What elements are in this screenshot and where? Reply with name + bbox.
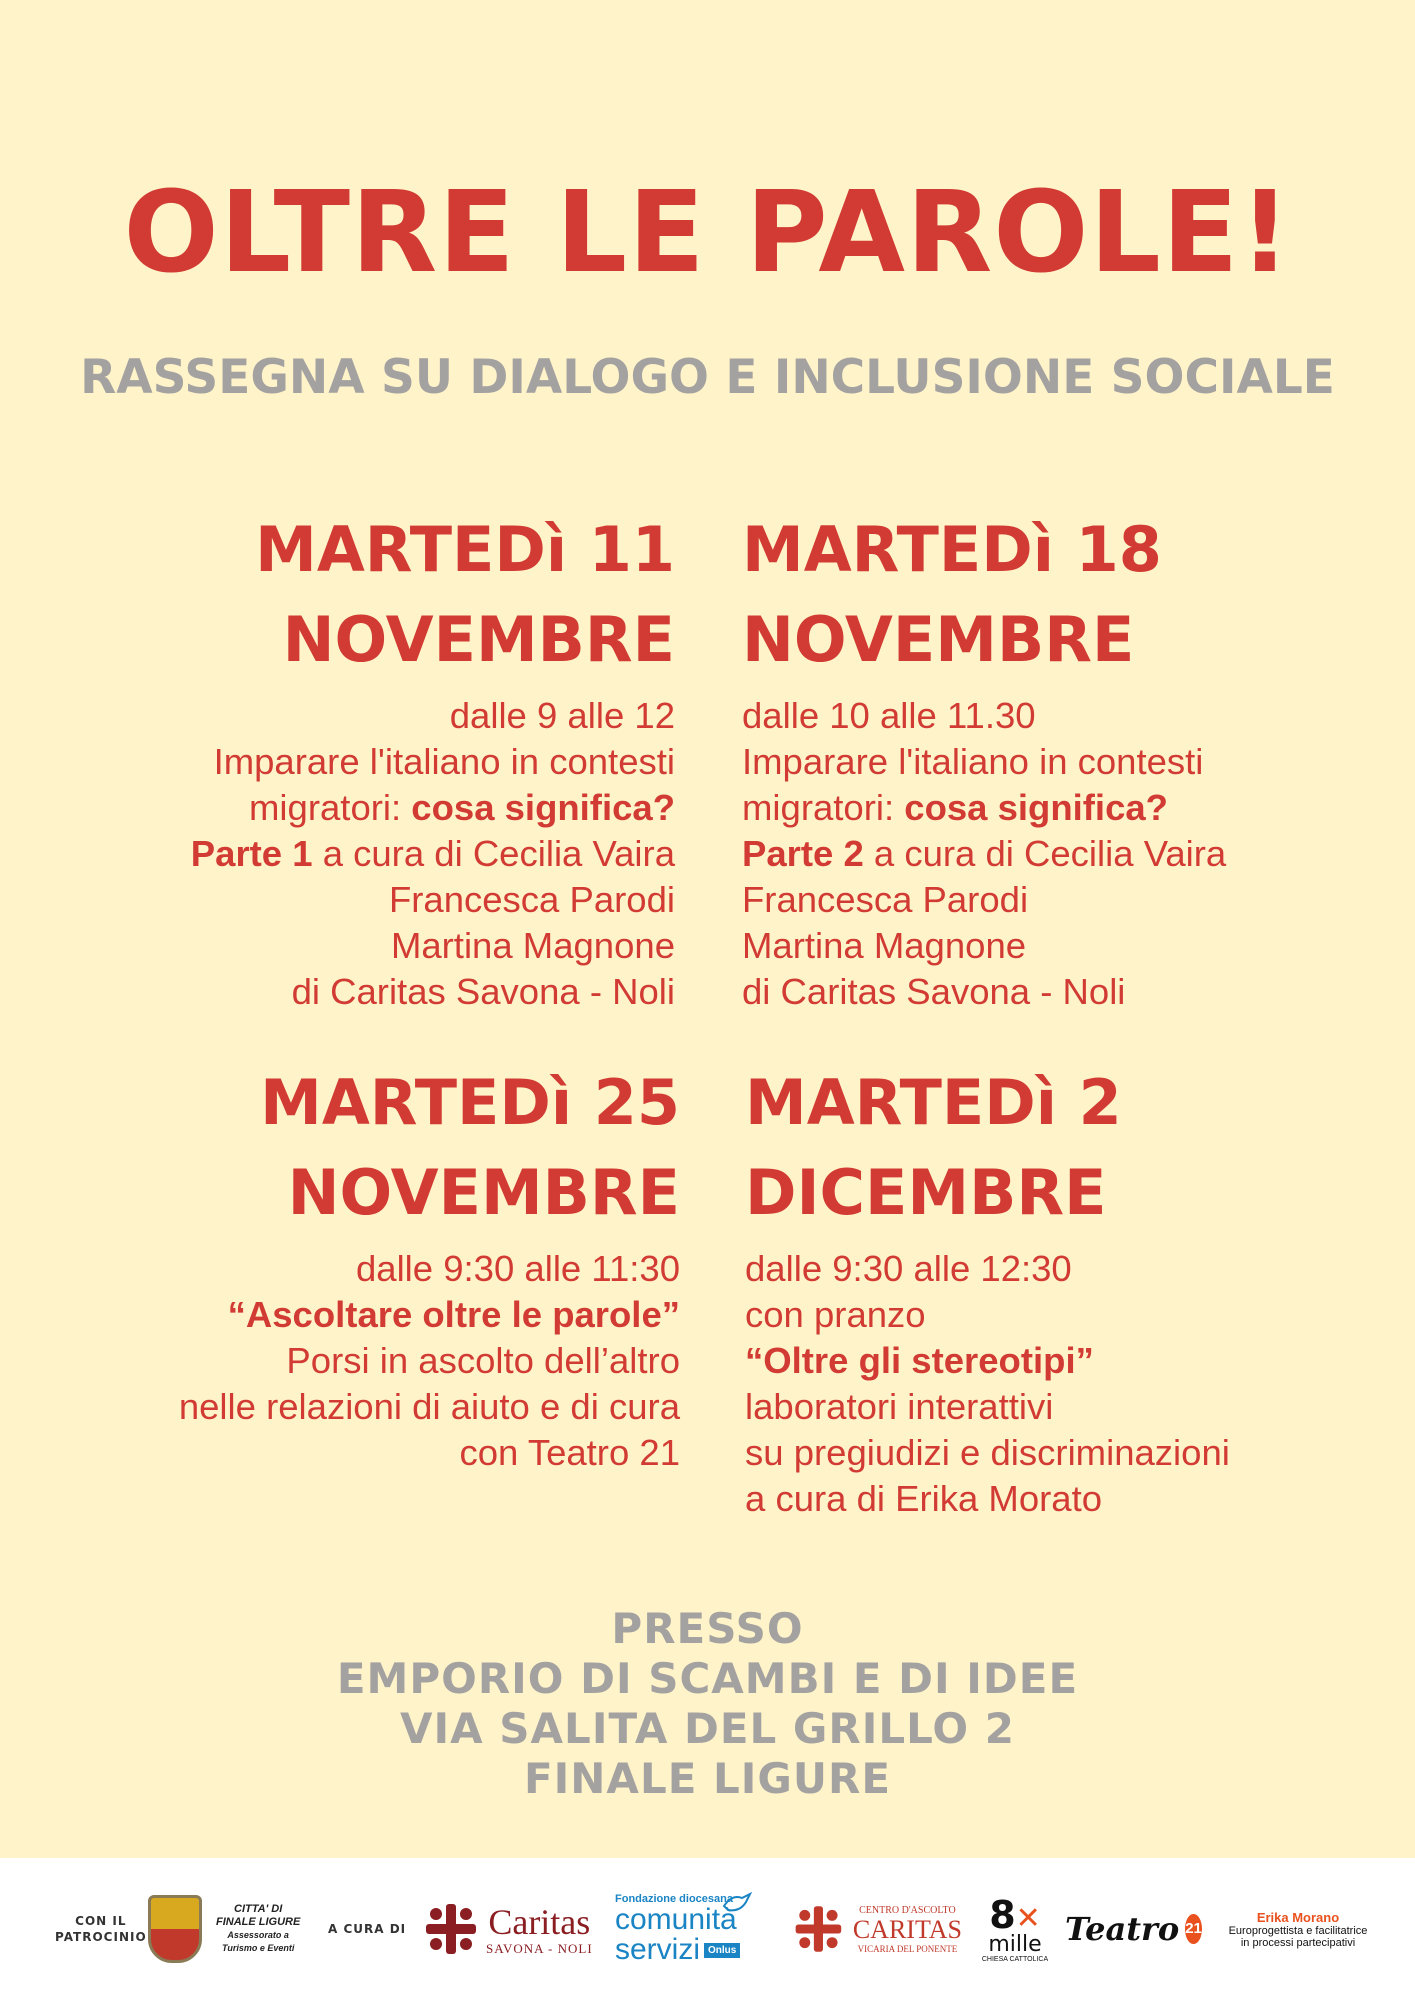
- a-cura-di-label: [328, 1858, 408, 2000]
- event-part-label: Parte 1: [190, 833, 313, 874]
- event-part: [80, 831, 675, 877]
- event-curator: a cura di Cecilia Vaira: [863, 833, 1227, 874]
- sponsor-footer: [0, 1858, 1415, 2000]
- erika-role-line1: Europrogettista e facilitatrice: [1228, 1924, 1368, 1937]
- centro-line1: CENTRO D'ASCOLTO: [859, 1904, 956, 1916]
- event-organization: di Caritas Savona - Noli: [742, 971, 1126, 1012]
- caritas-cross-icon: [422, 1900, 480, 1958]
- event-curator: a cura di Cecilia Vaira: [312, 833, 675, 874]
- event-time: dalle 10 alle 11.30: [742, 695, 1036, 736]
- event-title: [745, 1338, 1365, 1384]
- servizi-text: servizi: [615, 1933, 701, 1966]
- erika-role-line2: in processi partecipativi: [1240, 1936, 1356, 1949]
- event-date-month: DICEMBRE: [745, 1156, 1107, 1229]
- venue-address: VIA SALITA DEL GRILLO 2: [400, 1704, 1015, 1753]
- x-mark-icon: ✕: [1015, 1900, 1041, 1936]
- venue-block: [0, 1604, 1415, 1804]
- finale-logo-line3: Assessorato a: [227, 1930, 289, 1940]
- chiesa-text: CHIESA CATTOLICA: [981, 1955, 1049, 1963]
- event-date-month: NOVEMBRE: [282, 603, 675, 676]
- event-description-2: [80, 785, 675, 831]
- caritas-savona-logo: [422, 1858, 597, 2000]
- event-extra: con pranzo: [745, 1294, 926, 1335]
- event-description-2: su pregiudizi e discriminazioni: [745, 1432, 1230, 1473]
- event-card-2: [742, 505, 1362, 1015]
- caritas-logo-name: Caritas: [488, 1901, 591, 1942]
- mille-text: mille: [988, 1931, 1042, 1957]
- a-cura-di-text: A CURA DI: [328, 1922, 407, 1936]
- fondazione-text: Fondazione diocesana: [615, 1893, 733, 1905]
- erika-name-text: Erika Morano: [1256, 1909, 1340, 1925]
- event-curator-2: Francesca Parodi: [742, 879, 1029, 920]
- event-date: [60, 1058, 680, 1238]
- coat-of-arms-icon: [148, 1895, 202, 1963]
- finale-ligure-logo: [148, 1858, 318, 2000]
- event-curator-2: Francesca Parodi: [388, 879, 675, 920]
- centro-ascolto-logo: [792, 1858, 962, 2000]
- comunita-servizi-logo: [615, 1858, 780, 2000]
- event-curator-3: Martina Magnone: [742, 925, 1027, 966]
- venue-label: PRESSO: [611, 1604, 804, 1653]
- onlus-badge: Onlus: [704, 1943, 740, 1958]
- finale-logo-line4: Turismo e Eventi: [221, 1943, 295, 1953]
- patrocinio-label: [55, 1858, 147, 2000]
- event-organization: di Caritas Savona - Noli: [291, 971, 675, 1012]
- event-description-bold: cosa significa?: [904, 787, 1168, 828]
- event-description-text: migratori:: [742, 787, 905, 828]
- event-description: Imparare l'italiano in contesti: [742, 741, 1204, 782]
- event-title-text: “Oltre gli stereotipi”: [745, 1340, 1094, 1381]
- centro-line2: CARITAS: [852, 1914, 962, 1944]
- event-card-1: [80, 505, 675, 1015]
- event-description: Imparare l'italiano in contesti: [213, 741, 675, 782]
- event-curator-3: Martina Magnone: [390, 925, 675, 966]
- caritas-logo-sub: SAVONA - NOLI: [486, 1940, 593, 1956]
- centro-line3: VICARIA DEL PONENTE: [857, 1943, 958, 1954]
- erika-morano-logo: [1208, 1858, 1388, 2000]
- finale-logo-line1: CITTA' DI: [234, 1903, 283, 1915]
- caritas-cross-icon: [792, 1901, 845, 1957]
- event-description-bold: cosa significa?: [411, 787, 675, 828]
- event-description: laboratori interattivi: [745, 1386, 1054, 1427]
- event-date: [80, 505, 675, 685]
- event-date: [745, 1058, 1365, 1238]
- patrocinio-label-line2: PATROCINIO: [55, 1930, 147, 1944]
- event-date-day: MARTEDì 11: [255, 513, 675, 586]
- otto-per-mille-logo: [980, 1858, 1050, 2000]
- event-date-month: NOVEMBRE: [742, 603, 1135, 676]
- event-time: dalle 9:30 alle 11:30: [355, 1248, 680, 1289]
- event-description: Porsi in ascolto dell’altro: [286, 1340, 680, 1381]
- event-title: [60, 1292, 680, 1338]
- event-title-text: “Ascoltare oltre le parole”: [227, 1294, 680, 1335]
- event-date-day: MARTEDì 2: [745, 1066, 1122, 1139]
- teatro-number-badge: 21: [1185, 1914, 1202, 1944]
- event-card-4: [745, 1058, 1365, 1522]
- event-date-day: MARTEDì 25: [260, 1066, 680, 1139]
- event-part-label: Parte 2: [742, 833, 864, 874]
- event-date: [742, 505, 1362, 685]
- patrocinio-label-line1: CON IL: [75, 1914, 127, 1928]
- event-description-3: a cura di Erika Morato: [745, 1478, 1103, 1519]
- event-part: [742, 831, 1362, 877]
- dove-icon: [722, 1892, 752, 1916]
- event-description-2: nelle relazioni di aiuto e di cura: [178, 1386, 680, 1427]
- otto-text: 8: [989, 1892, 1016, 1937]
- poster-title: OLTRE LE PAROLE!: [123, 168, 1292, 298]
- event-date-month: NOVEMBRE: [287, 1156, 680, 1229]
- event-description-2: [742, 785, 1362, 831]
- poster-subtitle: RASSEGNA SU DIALOGO E INCLUSIONE SOCIALE: [80, 350, 1335, 405]
- event-description-text: migratori:: [249, 787, 412, 828]
- venue-name: EMPORIO DI SCAMBI E DI IDEE: [336, 1654, 1079, 1703]
- event-time: dalle 9 alle 12: [449, 695, 675, 736]
- event-date-day: MARTEDì 18: [742, 513, 1162, 586]
- teatro21-logo: [1065, 1858, 1200, 2000]
- teatro-text: Teatro: [1065, 1910, 1180, 1948]
- event-card-3: [60, 1058, 680, 1476]
- event-time: dalle 9:30 alle 12:30: [745, 1248, 1072, 1289]
- event-description-3: con Teatro 21: [459, 1432, 680, 1473]
- venue-city: FINALE LIGURE: [523, 1754, 892, 1803]
- comunita-text: comunità: [615, 1903, 737, 1936]
- finale-logo-line2: FINALE LIGURE: [216, 1916, 301, 1928]
